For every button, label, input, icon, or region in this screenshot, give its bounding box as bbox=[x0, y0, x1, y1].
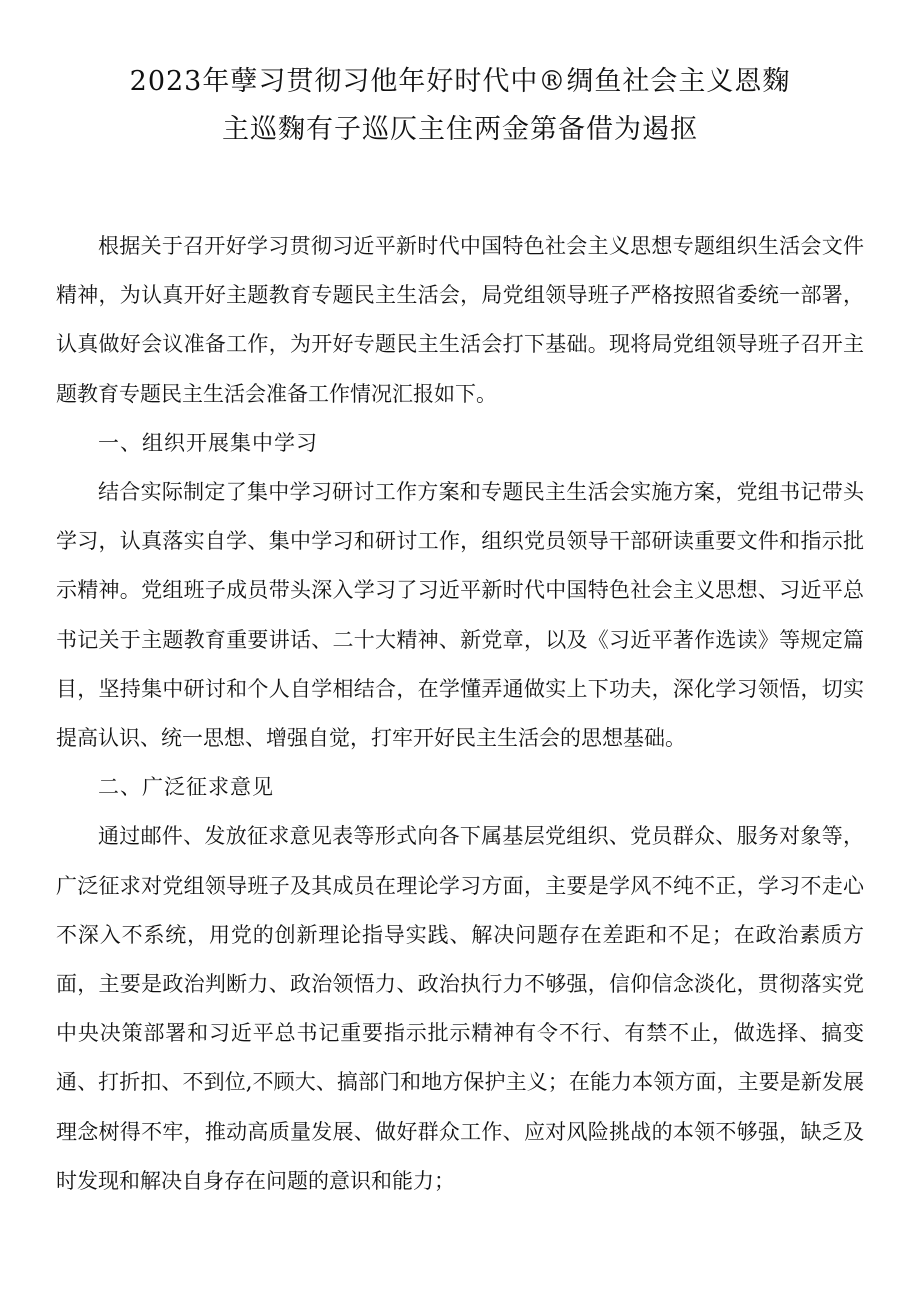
title-line-1: 2023年孽习贯彻习他年好时代中®绸鱼社会主义恩麴 bbox=[129, 66, 791, 97]
section-heading-1: 一、组织开展集中学习 bbox=[98, 430, 318, 455]
section-heading-2: 二、广泛征求意见 bbox=[98, 775, 274, 800]
section-paragraph-1: 结合实际制定了集中学习研讨工作方案和专题民主生活会实施方案，党组书记带头学习，认真落实自学、集中学习和研讨工作，组织党员领导干部研读重要文件和指示批示精神。党组班子成员带头深入学习了习近平新时代中国特色社会主义思想、习近平总书记关于主题教育重要讲话、二十大精神、新党章，以及《习近平著作选读》等规定篇目，坚持集中研讨和个人自学相结合，在学懂弄通做实上下功夫，深化学习领悟，切实提高认识、统一思想、增强自觉，打牢开好民主生活会的思想基础。 bbox=[56, 480, 864, 751]
intro-paragraph: 根据关于召开好学习贯彻习近平新时代中国特色社会主义思想专题组织生活会文件精神，为认真开好主题教育专题民主生活会，局党组领导班子严格按照省委统一部署，认真做好会议准备工作，为开好专题民主生活会打下基础。现将局党组领导班子召开主题教育专题民主生活会准备工作情况汇报如下。 bbox=[56, 234, 864, 406]
document-body bbox=[56, 222, 864, 1206]
title-line-2: 主巡麴有子巡仄主住两金第备借为遏抠 bbox=[222, 114, 698, 145]
document-title bbox=[56, 58, 864, 154]
section-paragraph-2: 通过邮件、发放征求意见表等形式向各下属基层党组织、党员群众、服务对象等，广泛征求对党组领导班子及其成员在理论学习方面，主要是学风不纯不正，学习不走心不深入不系统，用党的创新理论指导实践、解决问题存在差距和不足；在政治素质方面，主要是政治判断力、政治领悟力、政治执行力不够强，信仰信念淡化，贯彻落实党中央决策部署和习近平总书记重要指示批示精神有令不行、有禁不止，做选择、搞变通、打折扣、不到位,不顾大、搞部门和地方保护主义；在能力本领方面，主要是新发展理念树得不牢，推动高质量发展、做好群众工作、应对风险挑战的本领不够强，缺乏及时发现和解决自身存在问题的意识和能力； bbox=[56, 824, 864, 1193]
